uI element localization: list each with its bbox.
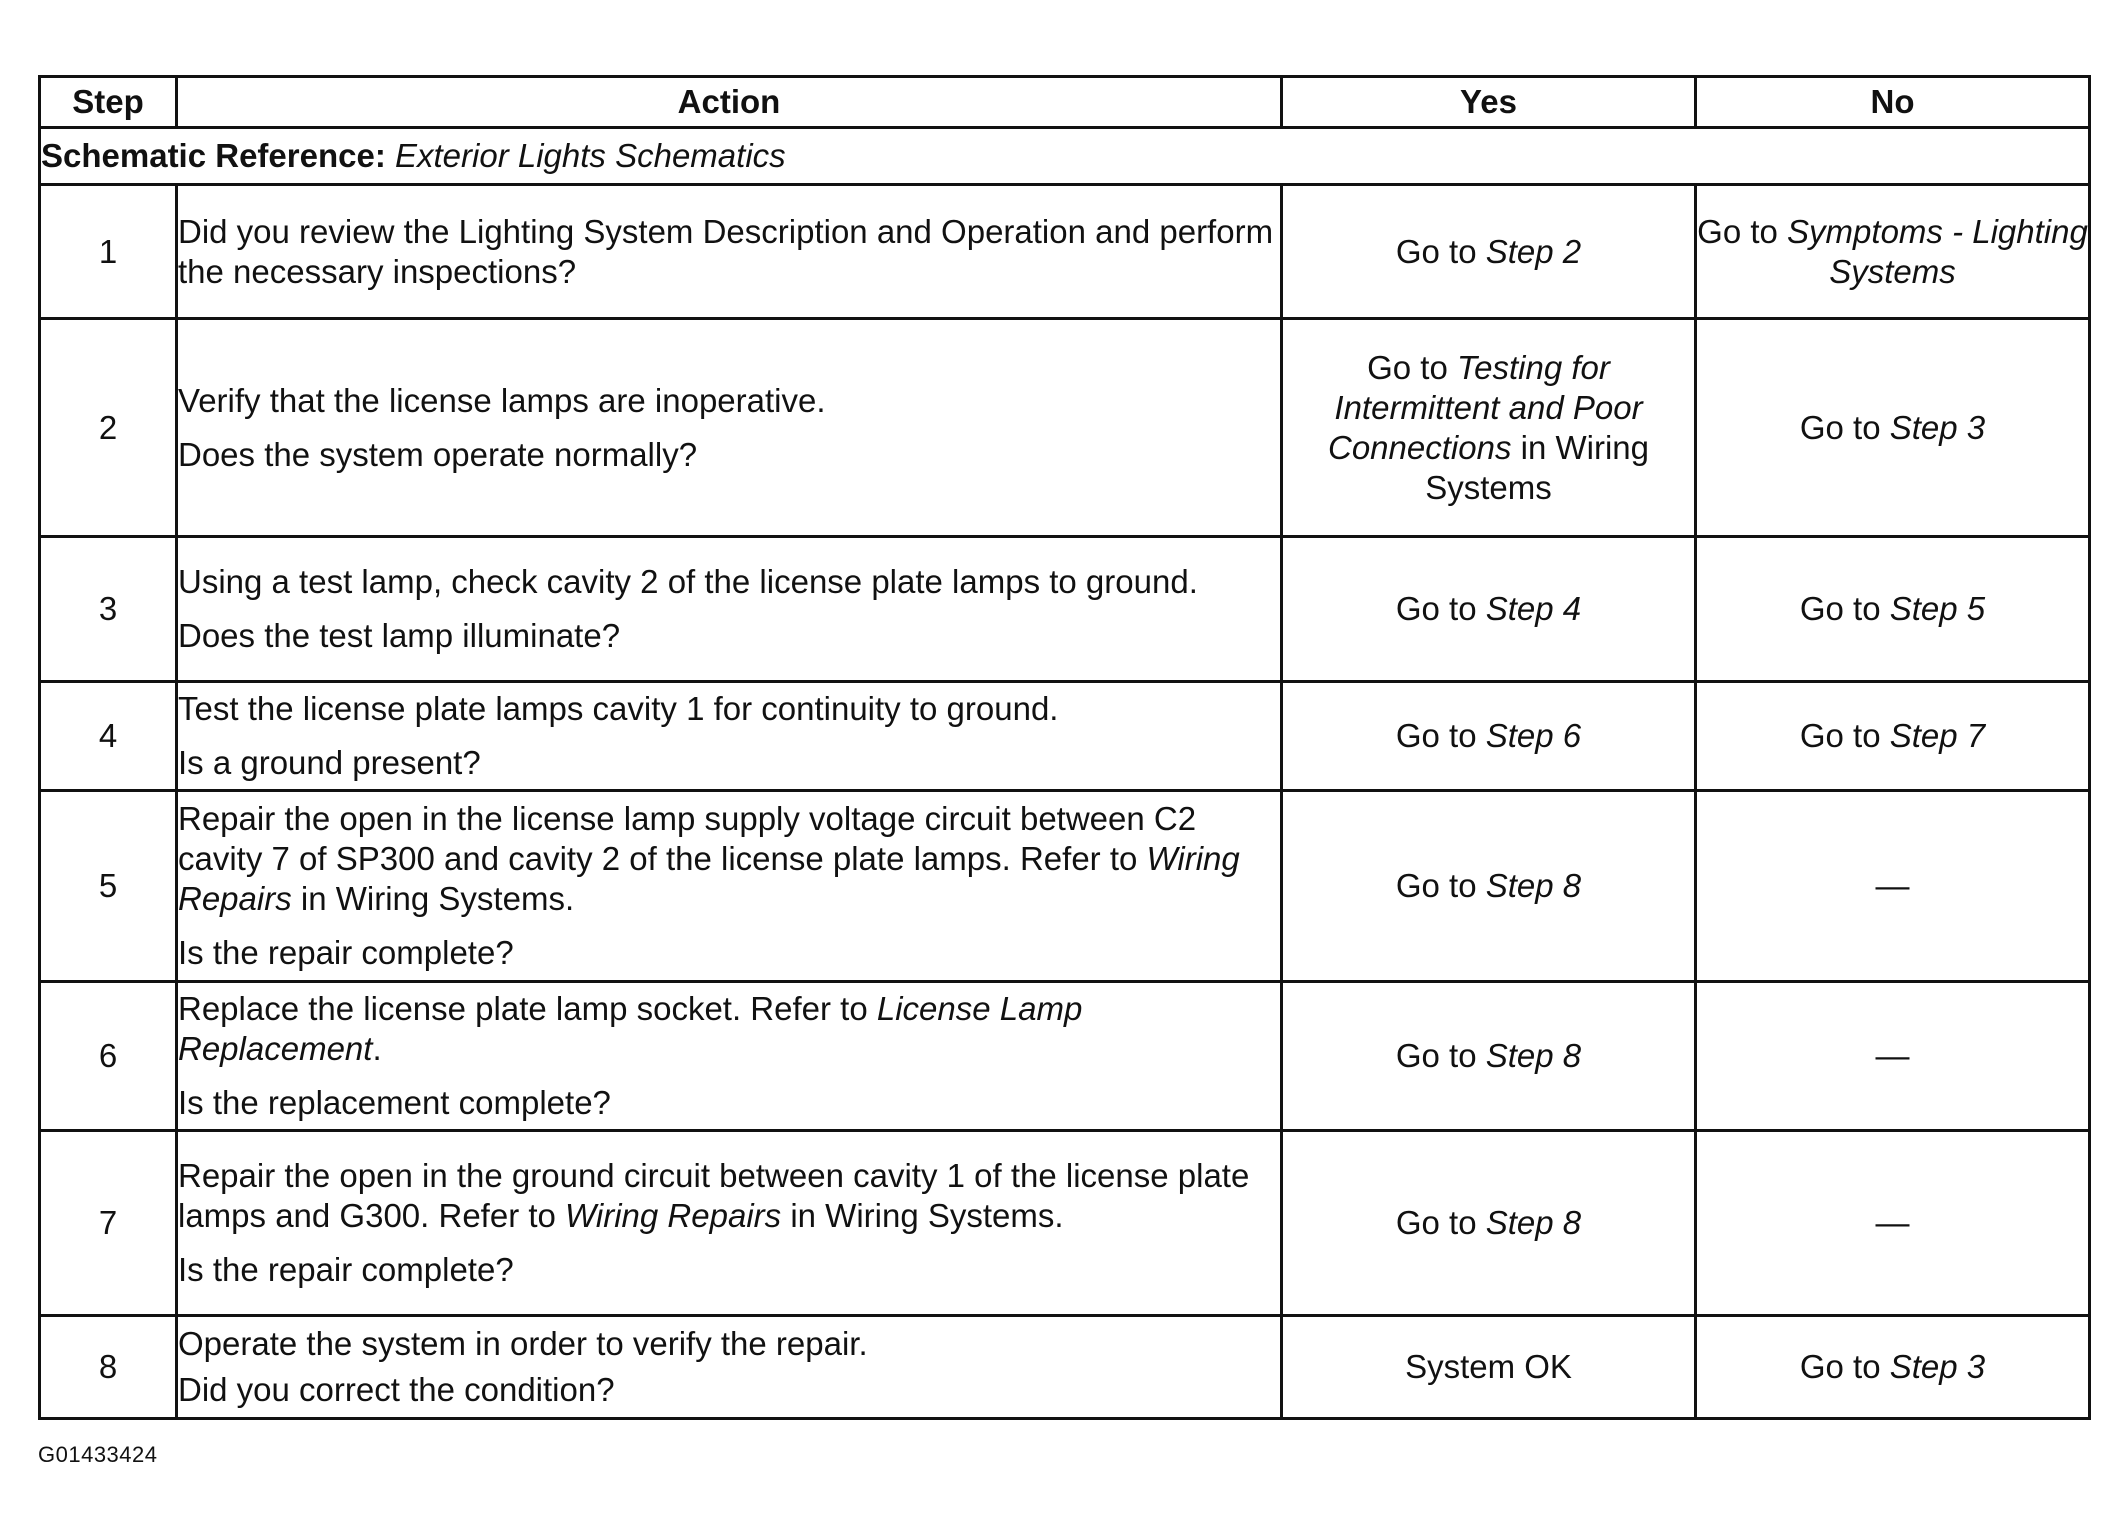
action-link[interactable]: License Lamp Replacement bbox=[178, 990, 1083, 1067]
no-prefix: Go to bbox=[1799, 717, 1881, 754]
yes-cell bbox=[1282, 982, 1696, 1131]
yes-prefix: Go to bbox=[1395, 867, 1477, 904]
no-cell bbox=[1696, 791, 2090, 982]
no-cell bbox=[1696, 982, 2090, 1131]
diagnostic-document bbox=[38, 75, 2088, 1420]
no-link[interactable]: Symptoms - Lighting Systems bbox=[1787, 212, 2088, 290]
yes-cell bbox=[1282, 682, 1696, 791]
header-step: Step bbox=[40, 77, 177, 128]
yes-prefix: Go to bbox=[1395, 1037, 1477, 1074]
header-yes: Yes bbox=[1282, 77, 1696, 128]
table-row bbox=[40, 185, 2090, 319]
action-text: Test the license plate lamps cavity 1 for continuity to ground. bbox=[178, 690, 1059, 727]
table-row bbox=[40, 682, 2090, 791]
yes-cell bbox=[1282, 791, 1696, 982]
action-text bbox=[178, 989, 1280, 1069]
yes-cell bbox=[1282, 1131, 1696, 1316]
action-text-pre: Replace the license plate lamp socket. Refer to bbox=[178, 990, 868, 1027]
step-number: 6 bbox=[40, 982, 177, 1131]
no-cell bbox=[1696, 1316, 2090, 1419]
yes-link[interactable]: Step 6 bbox=[1485, 717, 1582, 754]
question-text: Does the system operate normally? bbox=[178, 435, 698, 473]
action-cell bbox=[177, 1316, 1282, 1419]
question-text: Is the repair complete? bbox=[178, 1251, 514, 1288]
question-text: Is the replacement complete? bbox=[178, 1084, 611, 1121]
yes-cell bbox=[1282, 1316, 1696, 1419]
step-number: 3 bbox=[40, 537, 177, 682]
yes-link[interactable]: Step 8 bbox=[1485, 867, 1582, 904]
question-text: Is the repair complete? bbox=[178, 934, 514, 971]
action-text-pre: Repair the open in the ground circuit between cavity 1 of the license plate lamps and G300. Refer to bbox=[178, 1157, 1250, 1234]
yes-link[interactable]: Step 8 bbox=[1485, 1204, 1582, 1241]
no-dash: — bbox=[1875, 1037, 1910, 1075]
no-link[interactable]: Step 3 bbox=[1889, 408, 1986, 446]
no-dash: — bbox=[1875, 1204, 1910, 1242]
action-text: Using a test lamp, check cavity 2 of the license plate lamps to ground. bbox=[178, 563, 1198, 600]
no-link[interactable]: Step 3 bbox=[1889, 1348, 1986, 1385]
action-cell bbox=[177, 1131, 1282, 1316]
step-number: 7 bbox=[40, 1131, 177, 1316]
header-no: No bbox=[1696, 77, 2090, 128]
schematic-reference-row bbox=[40, 128, 2090, 185]
no-prefix: Go to bbox=[1799, 590, 1881, 627]
action-text-post: . bbox=[372, 1030, 382, 1067]
table-row bbox=[40, 1131, 2090, 1316]
action-link[interactable]: Wiring Repairs bbox=[178, 840, 1240, 917]
yes-prefix: Go to bbox=[1395, 717, 1477, 754]
schematic-reference-link[interactable]: Exterior Lights Schematics bbox=[395, 137, 786, 174]
no-prefix: Go to bbox=[1799, 408, 1881, 446]
action-cell bbox=[177, 537, 1282, 682]
table-row bbox=[40, 982, 2090, 1131]
yes-link[interactable]: Step 8 bbox=[1485, 1037, 1582, 1074]
yes-cell bbox=[1282, 185, 1696, 319]
question-text: Is a ground present? bbox=[178, 744, 481, 781]
action-link[interactable]: Wiring Repairs bbox=[565, 1197, 782, 1234]
action-cell bbox=[177, 185, 1282, 319]
no-link[interactable]: Step 7 bbox=[1889, 717, 1986, 754]
header-action: Action bbox=[177, 77, 1282, 128]
step-number: 2 bbox=[40, 319, 177, 537]
table-row bbox=[40, 791, 2090, 982]
yes-prefix: Go to bbox=[1395, 232, 1477, 270]
action-cell bbox=[177, 319, 1282, 537]
header-row bbox=[40, 77, 2090, 128]
action-text: Did you review the Lighting System Description and Operation and perform the necessary inspections? bbox=[178, 212, 1274, 290]
no-cell bbox=[1696, 319, 2090, 537]
question-text: Did you correct the condition? bbox=[178, 1371, 615, 1408]
yes-cell bbox=[1282, 319, 1696, 537]
action-text: Verify that the license lamps are inoperative. bbox=[178, 381, 826, 419]
yes-cell bbox=[1282, 537, 1696, 682]
yes-link[interactable]: Step 2 bbox=[1485, 232, 1582, 270]
table-row bbox=[40, 537, 2090, 682]
yes-prefix: Go to bbox=[1367, 348, 1448, 386]
action-cell bbox=[177, 682, 1282, 791]
table-row bbox=[40, 319, 2090, 537]
step-number: 4 bbox=[40, 682, 177, 791]
table-row bbox=[40, 1316, 2090, 1419]
step-number: 1 bbox=[40, 185, 177, 319]
step-number: 8 bbox=[40, 1316, 177, 1419]
yes-suffix: in Wiring Systems bbox=[1425, 428, 1649, 506]
diagnostic-table bbox=[38, 75, 2091, 1420]
no-cell bbox=[1696, 537, 2090, 682]
yes-link[interactable]: Step 4 bbox=[1485, 590, 1582, 627]
no-cell bbox=[1696, 682, 2090, 791]
no-cell bbox=[1696, 1131, 2090, 1316]
action-text-pre: Repair the open in the license lamp supply voltage circuit between C2 cavity 7 of SP300 and cavity 2 of the license plate lamps. Refer to bbox=[178, 800, 1197, 877]
step-number: 5 bbox=[40, 791, 177, 982]
yes-prefix: Go to bbox=[1395, 590, 1477, 627]
no-prefix: Go to bbox=[1799, 1348, 1881, 1385]
action-cell bbox=[177, 791, 1282, 982]
yes-result: System OK bbox=[1405, 1348, 1572, 1385]
no-dash: — bbox=[1875, 867, 1910, 905]
schematic-reference-label: Schematic Reference: bbox=[41, 137, 386, 174]
no-cell bbox=[1696, 185, 2090, 319]
yes-link[interactable]: Testing for Intermittent and Poor Connections bbox=[1328, 348, 1643, 466]
schematic-reference bbox=[40, 128, 2090, 185]
action-cell bbox=[177, 982, 1282, 1131]
action-text: Operate the system in order to verify the repair. bbox=[178, 1325, 868, 1362]
no-prefix: Go to bbox=[1697, 212, 1778, 250]
question-text: Does the test lamp illuminate? bbox=[178, 617, 621, 654]
no-link[interactable]: Step 5 bbox=[1889, 590, 1986, 627]
action-text-post: in Wiring Systems. bbox=[300, 880, 575, 917]
action-text bbox=[178, 1156, 1280, 1236]
action-text-post: in Wiring Systems. bbox=[790, 1197, 1064, 1234]
yes-prefix: Go to bbox=[1395, 1204, 1477, 1241]
figure-id: G01433424 bbox=[38, 1442, 158, 1467]
action-text bbox=[178, 799, 1280, 919]
